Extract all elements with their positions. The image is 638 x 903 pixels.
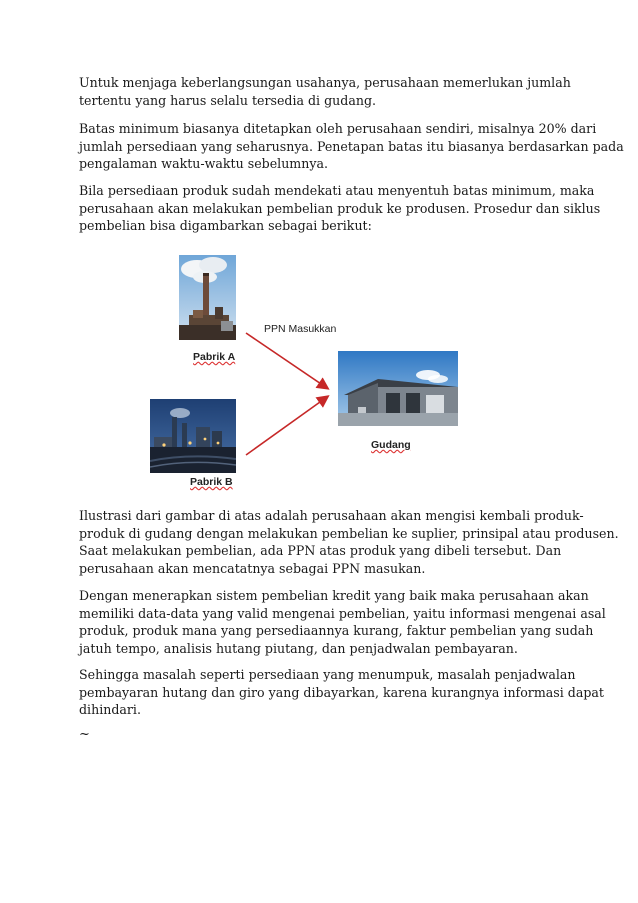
- paragraph-line: Bila persediaan produk sudah mendekati atau menyentuh batas minimum, maka: [79, 183, 595, 198]
- paragraph-line: tertentu yang harus selalu tersedia di gudang.: [79, 92, 377, 108]
- paragraph-line: produk, produk mana yang persediaannya kurang, faktur pembelian yang sudah: [79, 623, 594, 639]
- paragraph-line: pengalaman waktu-waktu sebelumnya.: [79, 156, 328, 172]
- arrow-factory-b-to-warehouse: [246, 397, 327, 455]
- paragraph-5: [79, 587, 606, 657]
- paragraph-line: jatuh tempo, analisis hutang piutang, dan penjadwalan pembayaran.: [79, 640, 518, 656]
- arrow-factory-a-to-warehouse: [246, 333, 327, 388]
- paragraph-line: dihindari.: [79, 702, 141, 718]
- paragraph-line: pembayaran hutang dan giro yang dibayarkan, karena kurangnya informasi dapat: [79, 684, 604, 700]
- end-mark: ~: [79, 727, 90, 742]
- paragraph-line: perusahaan akan melakukan pembelian produk ke produsen. Prosedur dan siklus: [79, 200, 601, 216]
- paragraph-4: [79, 507, 619, 577]
- paragraph-line: Sehingga masalah seperti persediaan yang menumpuk, masalah penjadwalan: [79, 667, 576, 682]
- factory-b-label: Pabrik B: [190, 476, 233, 488]
- paragraph-line: Ilustrasi dari gambar di atas adalah perusahaan akan mengisi kembali produk-: [79, 508, 584, 523]
- warehouse-label: Gudang: [371, 439, 411, 451]
- paragraph-line: produk di gudang dengan melakukan pembelian ke suplier, prinsipal atau produsen.: [79, 525, 619, 541]
- paragraph-6: [79, 666, 604, 719]
- paragraph-line: Saat melakukan pembelian, ada PPN atas produk yang dibeli tersebut. Dan: [79, 543, 562, 559]
- paragraph-line: pembelian bisa digambarkan sebagai berikut:: [79, 218, 372, 234]
- paragraph-line: memiliki data-data yang valid mengenai pembelian, yaitu informasi mengenai asal: [79, 605, 606, 621]
- paragraph-line: Dengan menerapkan sistem pembelian kredit yang baik maka perusahaan akan: [79, 588, 589, 603]
- paragraph-line: jumlah persediaan yang seharusnya. Penetapan batas itu biasanya berdasarkan pada: [79, 138, 624, 154]
- factory-a-label: Pabrik A: [193, 351, 236, 363]
- paragraph-line: Untuk menjaga keberlangsungan usahanya, perusahaan memerlukan jumlah: [79, 75, 571, 90]
- arrow-label: PPN Masukkan: [264, 323, 337, 335]
- paragraph-line: perusahaan akan mencatatnya sebagai PPN masukan.: [79, 560, 426, 576]
- paragraph-line: Batas minimum biasanya ditetapkan oleh perusahaan sendiri, misalnya 20% dari: [79, 121, 597, 136]
